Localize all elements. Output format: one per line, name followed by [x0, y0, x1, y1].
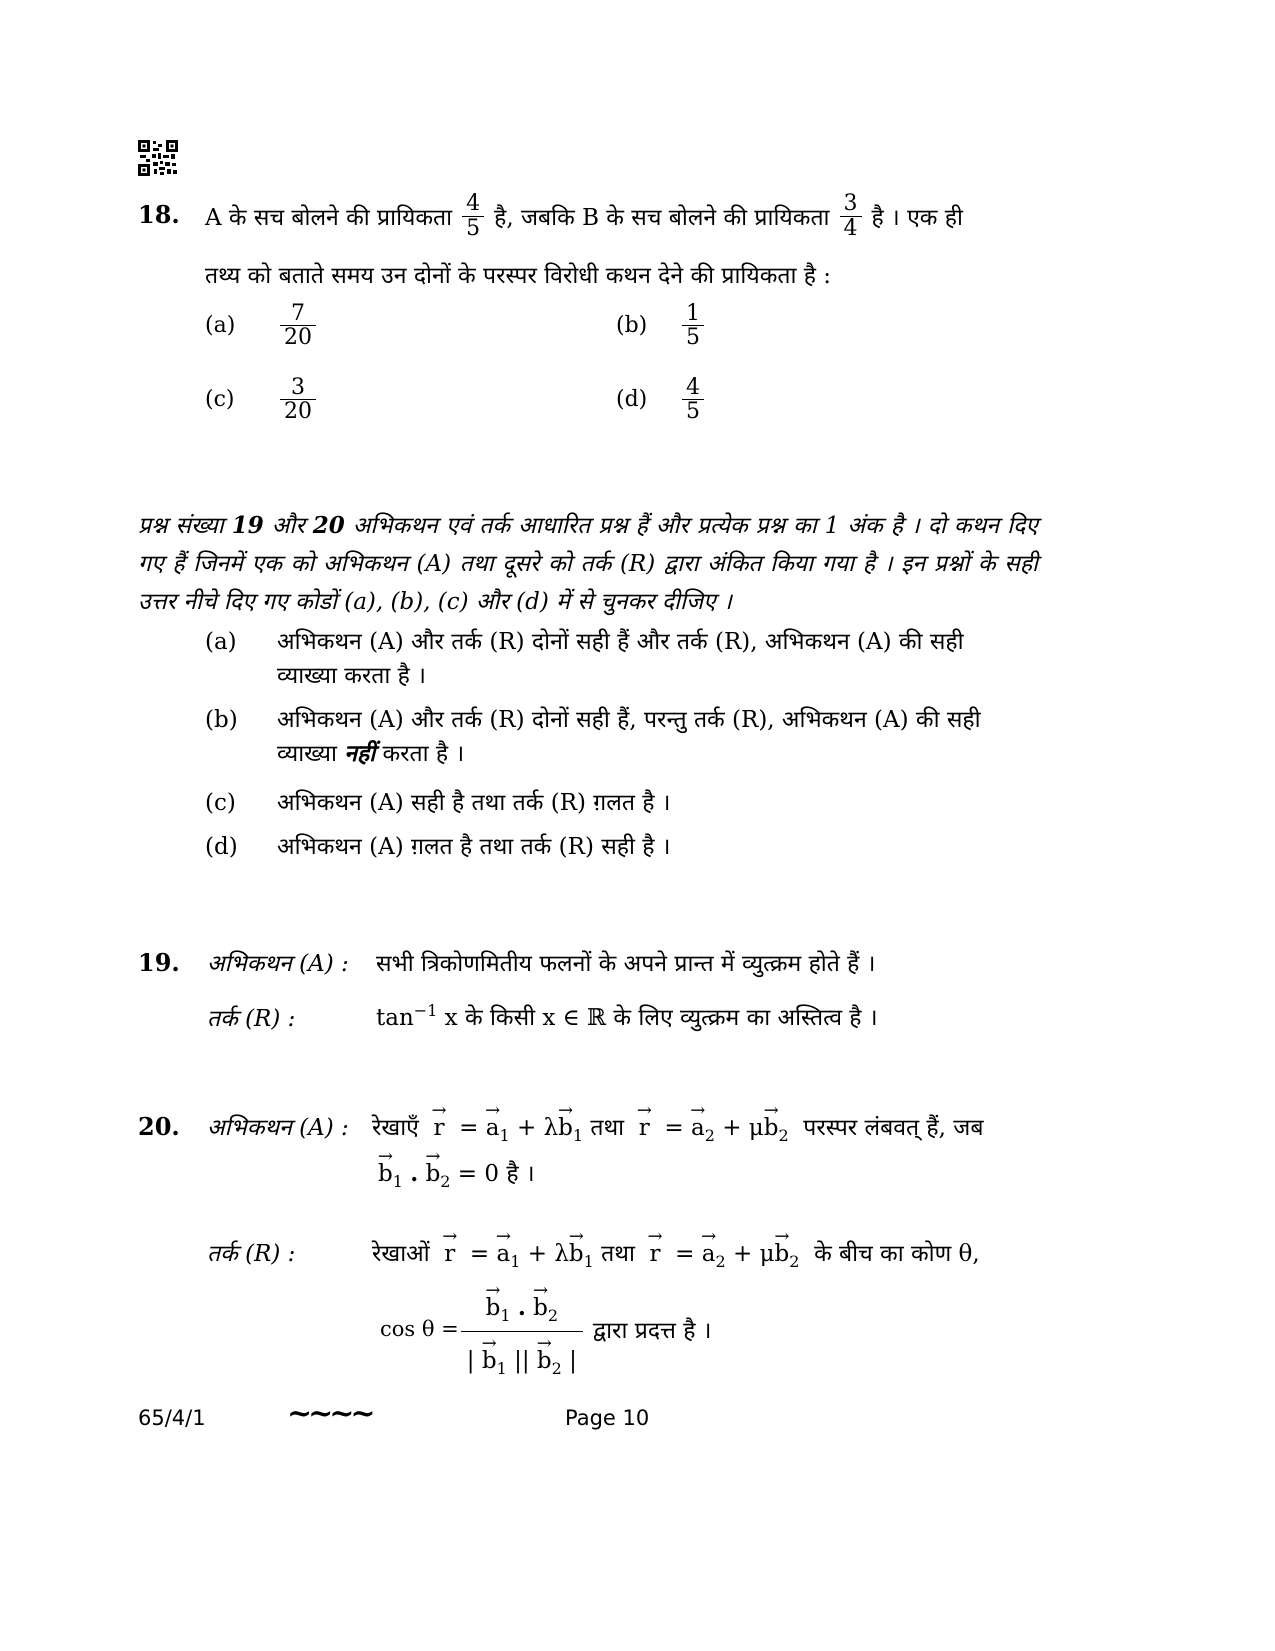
code-b: (b) अभिकथन (A) और तर्क (R) दोनों सही हैं, परन्तु तर्क (R), अभिकथन (A) की सही व्याख्या नहीं करता है । [205, 707, 981, 767]
vector-a2: → a [702, 1241, 716, 1267]
q18-option-a[interactable]: (a) $\frac{7}{20}$ [205, 302, 316, 349]
q18-option-b[interactable]: (b) $\frac{1}{5}$ [616, 302, 704, 349]
q18-option-d[interactable]: (d) $\frac{4}{5}$ [616, 376, 704, 423]
question-number-18: 18. [138, 200, 180, 229]
question-18-line1 [205, 186, 963, 246]
q20-reason-label: तर्क (R) : [207, 1241, 296, 1267]
code-a: (a) अभिकथन (A) और तर्क (R) दोनों सही हैं और तर्क (R), अभिकथन (A) की सही व्याख्या करता है । [205, 629, 964, 689]
q19-reason-text: $\tan^{-1} x$ के किसी x ∈ ℝ के लिए व्युत्क्रम का अस्तित्व है । [376, 1001, 878, 1031]
code-c: (c) अभिकथन (A) सही है तथा तर्क (R) ग़लत है । [205, 790, 671, 816]
cos-numerator: → $b_1$ . → $b_2$ [472, 1280, 572, 1331]
vector-b1: → b [558, 1115, 573, 1141]
q18-option-c[interactable]: (c) $\frac{3}{20}$ [205, 376, 316, 423]
option-b-fraction: $\frac{1}{5}$ [682, 302, 704, 349]
vector-a2: → a [691, 1115, 705, 1141]
vector-b1: → b [569, 1241, 584, 1267]
vector-r: → r [642, 1241, 668, 1267]
vector-b2: → b [775, 1241, 790, 1267]
cos-theta-formula: cos θ = → $\frac{b_1 . \to b_2}{| \to b_1 || \to b_2 |}$ द्वारा प्रदत्त है । [380, 1280, 711, 1378]
q19-assertion-text: सभी त्रिकोणमितीय फलनों के अपने प्रान्त में व्युत्क्रम होते हैं । [376, 951, 876, 977]
not-emphasis: नहीं [344, 740, 376, 767]
page-number: Page 10 [565, 1406, 650, 1430]
q20-reason-line1: रेखाओं → r = → $a_1 + \lambda\to b_1$ तथा → r = → $a_2 + \mu\to b_2$ के बीच का कोण θ, [372, 1236, 980, 1271]
question-18-line2: तथ्य को बताते समय उन दोनों के परस्पर विरोधी कथन देने की प्रायिकता है : [205, 263, 832, 289]
qr-code-icon [138, 140, 178, 176]
q19-assertion-label: अभिकथन (A) : [207, 951, 349, 977]
paper-code: 65/4/1 [138, 1406, 206, 1430]
question-number-20: 20. [138, 1112, 180, 1141]
vector-b1: → b [378, 1161, 393, 1187]
q20-assertion-line1: रेखाएँ → r = → $a_1 + \lambda\to b_1$ तथा → r = → $a_2 + \mu\to b_2$ परस्पर लंबवत् हैं, जब [372, 1110, 983, 1145]
fraction-four-fifths: $\frac{4}{5}$ [462, 192, 484, 239]
option-c-fraction: $\frac{3}{20}$ [280, 376, 316, 423]
option-d-fraction: $\frac{4}{5}$ [682, 376, 704, 423]
q20-assertion-label: अभिकथन (A) : [207, 1115, 349, 1141]
cos-fraction [461, 1280, 583, 1378]
code-d: (d) अभिकथन (A) ग़लत है तथा तर्क (R) सही है । [205, 834, 671, 860]
q18-text-part3: है । एक ही [871, 205, 963, 231]
vector-b2: → b [764, 1115, 779, 1141]
question-number-19: 19. [138, 948, 180, 977]
q19-reason-label: तर्क (R) : [207, 1006, 296, 1032]
assertion-reason-instructions: प्रश्न संख्या 19 और 20 अभिकथन एवं तर्क आधारित प्रश्न हैं और प्रत्येक प्रश्न का 1 अंक है । दो कथन दिए गए हैं जिनमें एक को अभिकथन (A) तथा दूसरे को तर्क (R) द्वारा अंकित किया गया है । इन प्रश्नों के सही उत्तर नीचे दिए गए कोडों (a), (b), (c) और (d) में से चुनकर दीजिए । [138, 512, 1038, 615]
cos-denominator: | → $b_1$ || → $b_2$ | [461, 1331, 583, 1378]
vector-b2: → b [426, 1161, 441, 1187]
q20-assertion-line2: → $b_1$ . → $b_2 = 0$ है । [378, 1156, 535, 1191]
option-a-fraction: $\frac{7}{20}$ [280, 302, 316, 349]
vector-a1: → a [486, 1115, 500, 1141]
vector-r: → r [631, 1115, 657, 1141]
wavy-decoration: ~~~~ [287, 1396, 372, 1431]
vector-r: → r [437, 1241, 463, 1267]
fraction-three-fourths: $\frac{3}{4}$ [840, 192, 862, 239]
vector-a1: → a [497, 1241, 511, 1267]
q18-text-part2: है, जबकि B के सच बोलने की प्रायिकता [494, 205, 830, 231]
q18-text-part1: A के सच बोलने की प्रायिकता [205, 205, 453, 231]
vector-r: → r [426, 1115, 452, 1141]
